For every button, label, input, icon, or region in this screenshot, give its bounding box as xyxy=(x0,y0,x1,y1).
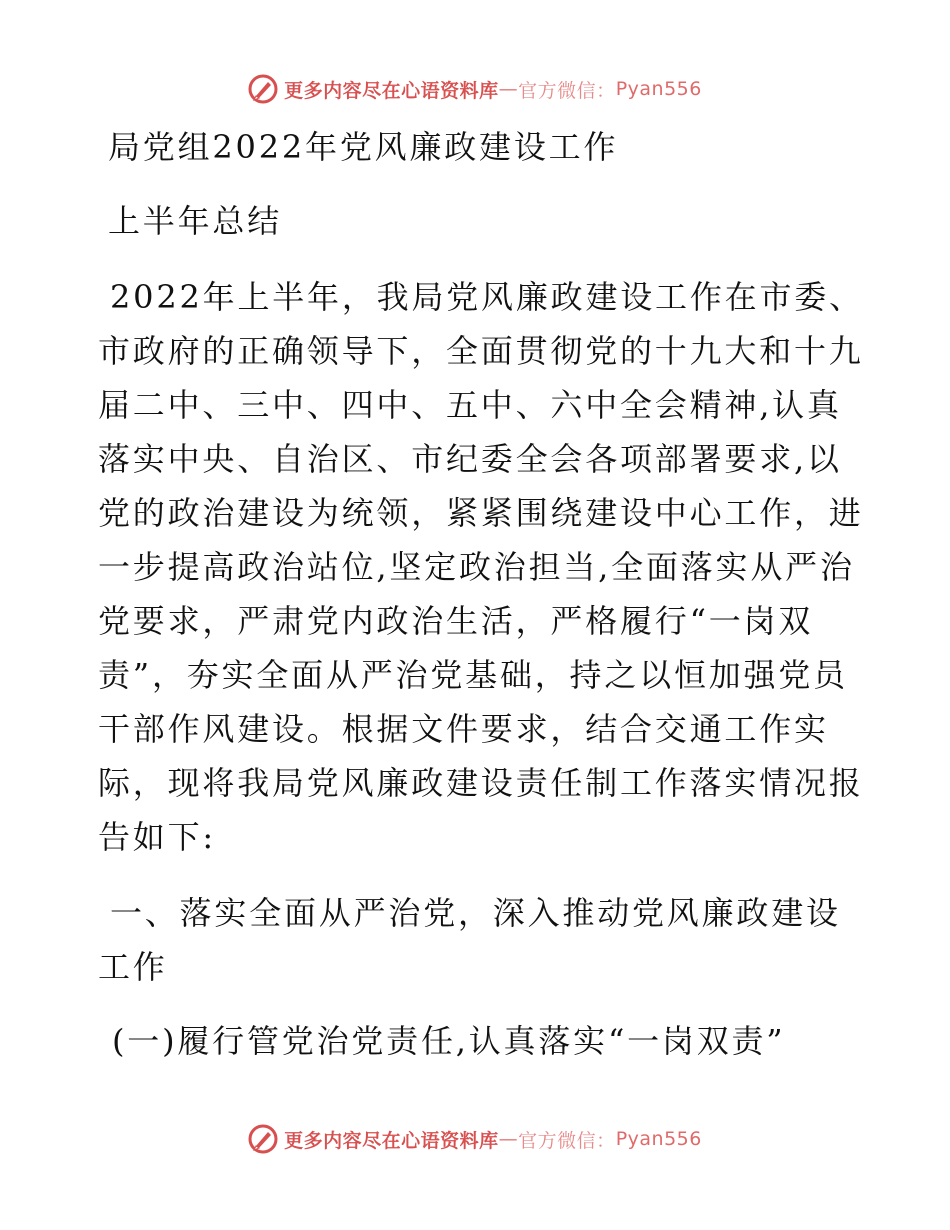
paragraph-line: 党要求，严肃党内政治生活，严格履行“一岗双 xyxy=(98,602,814,640)
section-heading-line: 工作 xyxy=(98,948,168,986)
watermark-wechat-label: 官方微信： xyxy=(518,79,616,102)
intro-paragraph xyxy=(98,270,864,864)
watermark-text: 更多内容尽在心语资料库 xyxy=(284,1129,499,1152)
watermark-banner-top xyxy=(0,74,950,104)
paragraph-line: 责”，夯实全面从严治党基础，持之以恒加强党员 xyxy=(98,656,848,694)
watermark-wechat-id: Pyan556 xyxy=(615,78,702,100)
watermark-text: 更多内容尽在心语资料库 xyxy=(284,79,499,102)
document-page xyxy=(98,120,864,1068)
paragraph-line: 落实中央、自治区、市纪委全会各项部署要求,以 xyxy=(98,440,842,478)
subsection-heading-1: (一)履行管党治党责任,认真落实“一岗双责” xyxy=(112,1022,786,1060)
document-title-line2: 上半年总结 xyxy=(108,202,283,240)
paragraph-line: 市政府的正确领导下，全面贯彻党的十九大和十九 xyxy=(98,332,864,370)
document-title-line1: 局党组2022年党风廉政建设工作 xyxy=(108,128,619,166)
paragraph-line: 党的政治建设为统领，紧紧围绕建设中心工作，进 xyxy=(98,494,864,532)
section-heading-1 xyxy=(98,886,858,994)
pen-quill-logo-icon xyxy=(248,74,278,104)
paragraph-line: 一步提高政治站位,坚定政治担当,全面落实从严治 xyxy=(98,548,855,586)
pen-quill-logo-icon xyxy=(248,1124,278,1154)
paragraph-line: 2022年上半年，我局党风廉政建设工作在市委、 xyxy=(110,278,864,316)
watermark-wechat-label: 官方微信： xyxy=(518,1129,616,1152)
watermark-separator: — xyxy=(498,1128,519,1150)
paragraph-line: 告如下: xyxy=(98,818,216,856)
paragraph-line: 际，现将我局党风廉政建设责任制工作落实情况报 xyxy=(98,764,864,802)
watermark-wechat-id: Pyan556 xyxy=(615,1128,702,1150)
paragraph-line: 干部作风建设。根据文件要求，结合交通工作实 xyxy=(98,710,829,748)
paragraph-line: 届二中、三中、四中、五中、六中全会精神,认真 xyxy=(98,386,842,424)
watermark-banner-bottom xyxy=(0,1124,950,1154)
watermark-separator: — xyxy=(498,78,519,100)
section-heading-line: 一、落实全面从严治党，深入推动党风廉政建设 xyxy=(110,894,841,932)
